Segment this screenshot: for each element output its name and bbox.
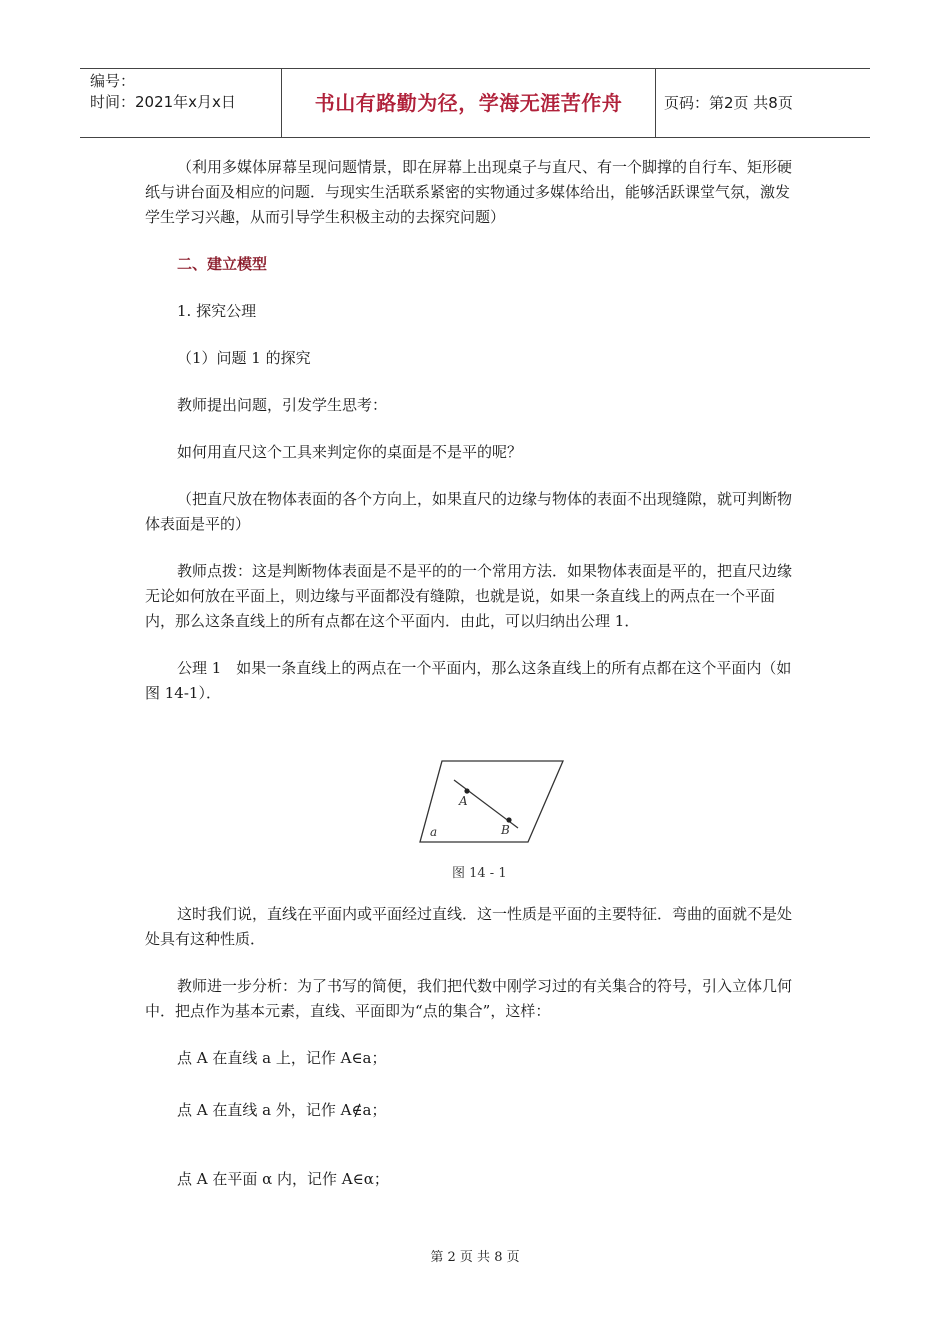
notation-line-outside: 点 A 在直线 a 外，记作 A∉a； — [177, 1101, 387, 1119]
document-body — [145, 155, 800, 1192]
header-meta — [80, 69, 282, 137]
number-label: 编号： — [90, 72, 136, 90]
paragraph-teacher-hint: 教师点拨：这是判断物体表面是不是平的的一个常用方法．如果物体表面是平的，把直尺边缘无论如何放在平面上，则边缘与平面都没有缝隙，也就是说，如果一条直线上的两点在一个平面内，那么这条直线上的所有点都在这个平面内．由此，可以归纳出公理 1． — [145, 562, 793, 630]
label-b: B — [501, 823, 510, 837]
point-b — [506, 817, 511, 822]
time-label: 时间：2021年x月x日 — [90, 93, 236, 111]
paragraph-analysis: 教师进一步分析：为了书写的简便，我们把代数中刚学习过的有关集合的符号，引入立体几何中．把点作为基本元素，直线、平面即为“点的集合”，这样： — [145, 977, 793, 1020]
page-number-label: 页码：第2页 共8页 — [664, 94, 793, 112]
paragraph-observation: 这时我们说，直线在平面内或平面经过直线．这一性质是平面的主要特征．弯曲的面就不是处处具有这种性质． — [145, 905, 793, 948]
notation-line-on: 点 A 在直线 a 上，记作 A∈a； — [177, 1049, 387, 1067]
notation-line-in-plane: 点 A 在平面 α 内，记作 A∈α； — [177, 1170, 389, 1188]
plane-diagram — [410, 756, 580, 856]
subsection-title: 1. 探究公理 — [177, 302, 257, 320]
header-motto-cell — [282, 69, 656, 137]
paragraph-answer: （把直尺放在物体表面的各个方向上，如果直尺的边缘与物体的表面不出现缝隙，就可判断物体表面是平的） — [145, 490, 793, 533]
paragraph-axiom: 公理 1 如果一条直线上的两点在一个平面内，那么这条直线上的所有点都在这个平面内（如图 14-1）． — [145, 659, 792, 702]
subsection-question: （1）问题 1 的探究 — [177, 349, 311, 367]
label-a: A — [459, 794, 468, 808]
point-a — [464, 788, 469, 793]
section-heading: 二、建立模型 — [177, 255, 268, 273]
motto: 书山有路勤为径，学海无涯苦作舟 — [314, 91, 623, 115]
page-footer: 第 2 页 共 8 页 — [430, 1250, 520, 1265]
paragraph-question: 如何用直尺这个工具来判定你的桌面是不是平的呢？ — [177, 443, 523, 461]
page-header — [80, 68, 870, 138]
plane-parallelogram — [420, 761, 563, 842]
label-plane: a — [430, 825, 438, 839]
paragraph-teacher-question: 教师提出问题，引发学生思考： — [177, 396, 388, 414]
figure-caption: 图 14 - 1 — [452, 866, 507, 881]
paragraph-intro: （利用多媒体屏幕呈现问题情景，即在屏幕上出现桌子与直尺、有一个脚撑的自行车、矩形硬纸与讲台面及相应的问题．与现实生活联系紧密的实物通过多媒体给出，能够活跃课堂气氛，激发学生学习兴趣，从而引导学生积极主动的去探究问题） — [145, 158, 793, 226]
